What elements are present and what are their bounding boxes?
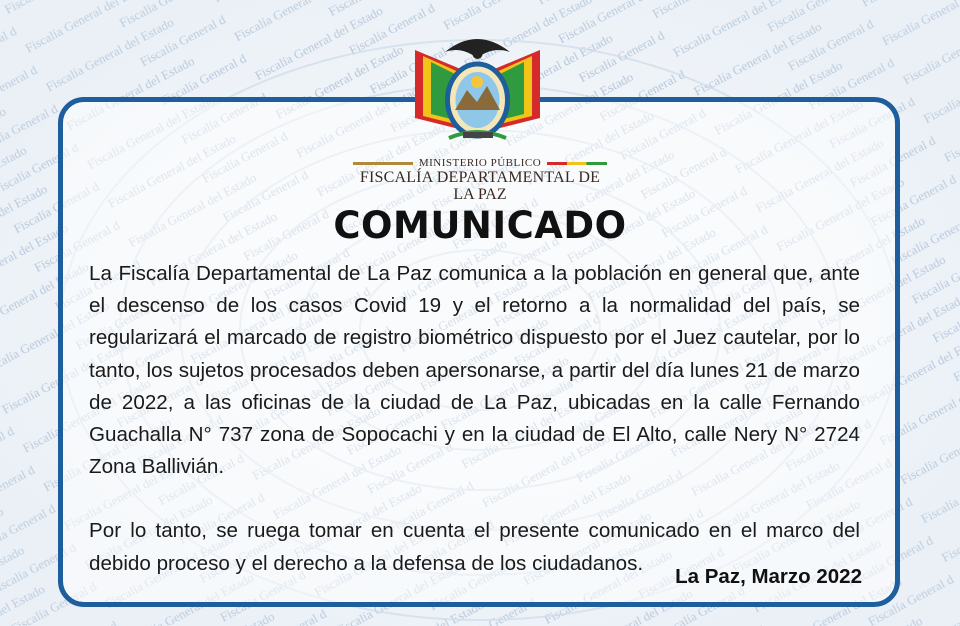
office-name-line1: FISCALÍA DEPARTAMENTAL DE [359,169,601,186]
place-date: La Paz, Marzo 2022 [675,565,862,588]
document-body [89,258,860,580]
body-paragraph-2: Por lo tanto, se ruega tomar en cuenta el presente comunicado en el marco del debido proceso y el derecho a la defensa de los ciudadanos. [89,519,860,575]
ministry-row [352,157,608,169]
ministry-name: MINISTERIO PÚBLICO [418,157,542,169]
office-name-line2: LA PAZ [453,186,507,203]
body-paragraph-1: La Fiscalía Departamental de La Paz comunica a la población en general que, ante el descenso de los casos Covid 19 y el retorno a la normalidad del país, se regularizará el marcado de registro biométrico dispuesto por el Juez cautelar, por lo tanto, los sujetos procesados deben apersonarse, a partir del día lunes 21 de marzo de 2022, a las oficinas de la ciudad de La Paz, ubicadas en la calle Fernando Guachalla N° 737 zona de Sopocachi y en la ciudad de El Alto, calle Nery N° 2724 Zona Ballivián. [89,262,860,479]
flag-rule [547,162,607,165]
left-rule [353,162,413,165]
institution-header [352,157,608,203]
coat-of-arms-icon [405,30,550,148]
document-title: COMUNICADO [333,204,627,247]
